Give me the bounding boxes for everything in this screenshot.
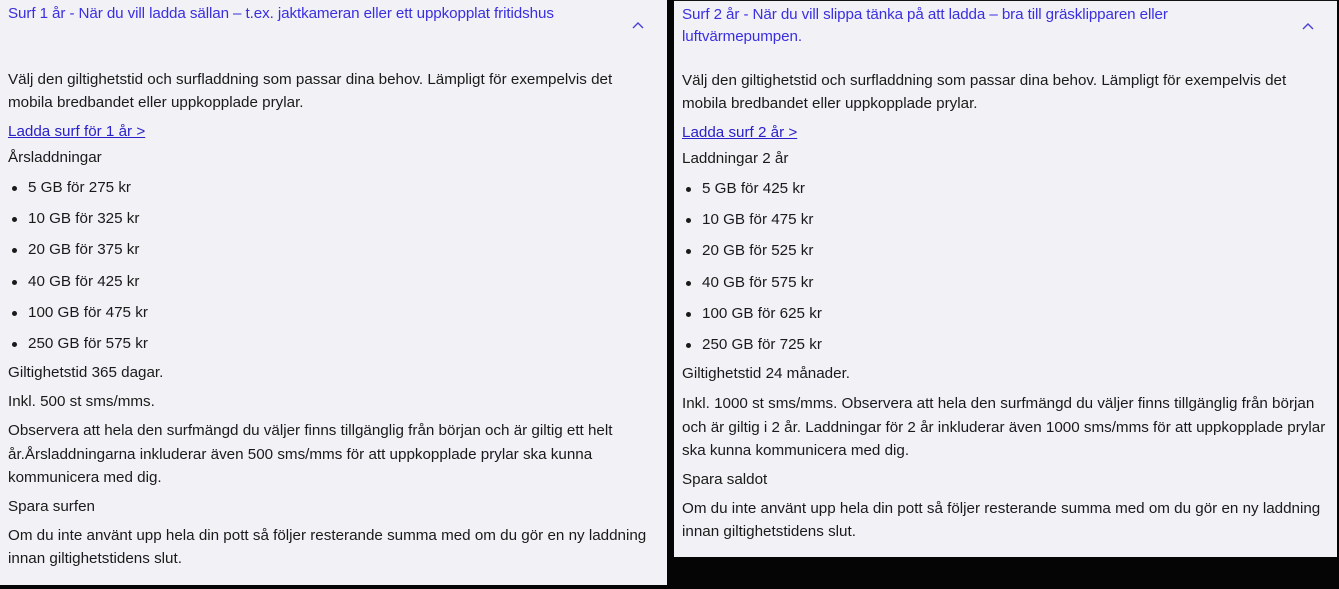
price-list-heading: Årsladdningar xyxy=(8,149,102,166)
intro-text: Välj den giltighetstid och surfladdning som passar dina behov. Lämpligt för exempelvis det mobila bredbandet eller uppkopplade prylar. xyxy=(8,71,613,111)
sms-info-text: Inkl. 500 st sms/mms. xyxy=(8,393,155,411)
price-item: 10 GB för 325 kr xyxy=(8,203,659,234)
save-text: Om du inte använt upp hela din pott så följer resterande summa med om du gör en ny laddning innan giltighetstidens slut. xyxy=(682,499,1321,541)
price-item: 20 GB för 525 kr xyxy=(682,235,1329,266)
accordion-title: Surf 2 år - När du vill slippa tänka på att ladda – bra till gräsklipparen eller luftvärmepumpen. xyxy=(682,6,1168,45)
sms-info-text: Inkl. 1000 st sms/mms. Observera att hela den surfmängd du väljer finns tillgänglig från början och är giltig i 2 år. Laddningar för 2 år inkluderar även 1000 sms/mms för att uppkopplade prylar ska kunna kommunicera med dig. xyxy=(682,395,1326,460)
save-heading: Spara saldot xyxy=(682,470,768,488)
accordion-header-surf-1-year[interactable] xyxy=(8,0,659,64)
accordion-header-surf-2-years[interactable] xyxy=(682,1,1329,65)
price-item: 40 GB för 425 kr xyxy=(8,266,659,297)
accordion-title: Surf 1 år - När du vill ladda sällan – t.ex. jaktkameran eller ett uppkopplat fritidshus xyxy=(8,5,554,22)
chevron-up-icon[interactable] xyxy=(1301,19,1315,33)
price-list xyxy=(682,173,1329,360)
charge-surf-1-year-link[interactable]: Ladda surf för 1 år > xyxy=(8,123,146,140)
accordion-body xyxy=(682,70,1329,544)
price-item: 5 GB för 425 kr xyxy=(682,173,1329,204)
price-item: 100 GB för 625 kr xyxy=(682,298,1329,329)
price-item: 5 GB för 275 kr xyxy=(8,172,659,203)
price-item: 40 GB för 575 kr xyxy=(682,267,1329,298)
charge-surf-2-years-link[interactable]: Ladda surf 2 år > xyxy=(682,124,798,141)
price-list-heading: Laddningar 2 år xyxy=(682,150,789,167)
chevron-up-icon[interactable] xyxy=(631,18,645,32)
accordion-body xyxy=(8,69,659,571)
accordion-surf-1-year xyxy=(0,0,667,585)
price-item: 10 GB för 475 kr xyxy=(682,204,1329,235)
price-list xyxy=(8,172,659,359)
accordion-surf-2-years xyxy=(674,0,1337,557)
save-heading: Spara surfen xyxy=(8,497,95,515)
price-item: 100 GB för 475 kr xyxy=(8,297,659,328)
price-item: 20 GB för 375 kr xyxy=(8,234,659,265)
price-item: 250 GB för 575 kr xyxy=(8,328,659,359)
validity-text: Giltighetstid 24 månader. xyxy=(682,365,851,383)
save-text: Om du inte använt upp hela din pott så följer resterande summa med om du gör en ny laddning innan giltighetstidens slut. xyxy=(8,526,647,568)
price-item: 250 GB för 725 kr xyxy=(682,329,1329,360)
intro-text: Välj den giltighetstid och surfladdning som passar dina behov. Lämpligt för exempelvis det mobila bredbandet eller uppkopplade prylar. xyxy=(682,72,1287,112)
validity-text: Giltighetstid 365 dagar. xyxy=(8,364,164,382)
observe-text: Observera att hela den surfmängd du väljer finns tillgänglig från början och är giltig ett helt år.Årsladdningarna inkluderar även 500 sms/mms för att uppkopplade prylar ska kunna kommunicera med dig. xyxy=(8,422,613,487)
